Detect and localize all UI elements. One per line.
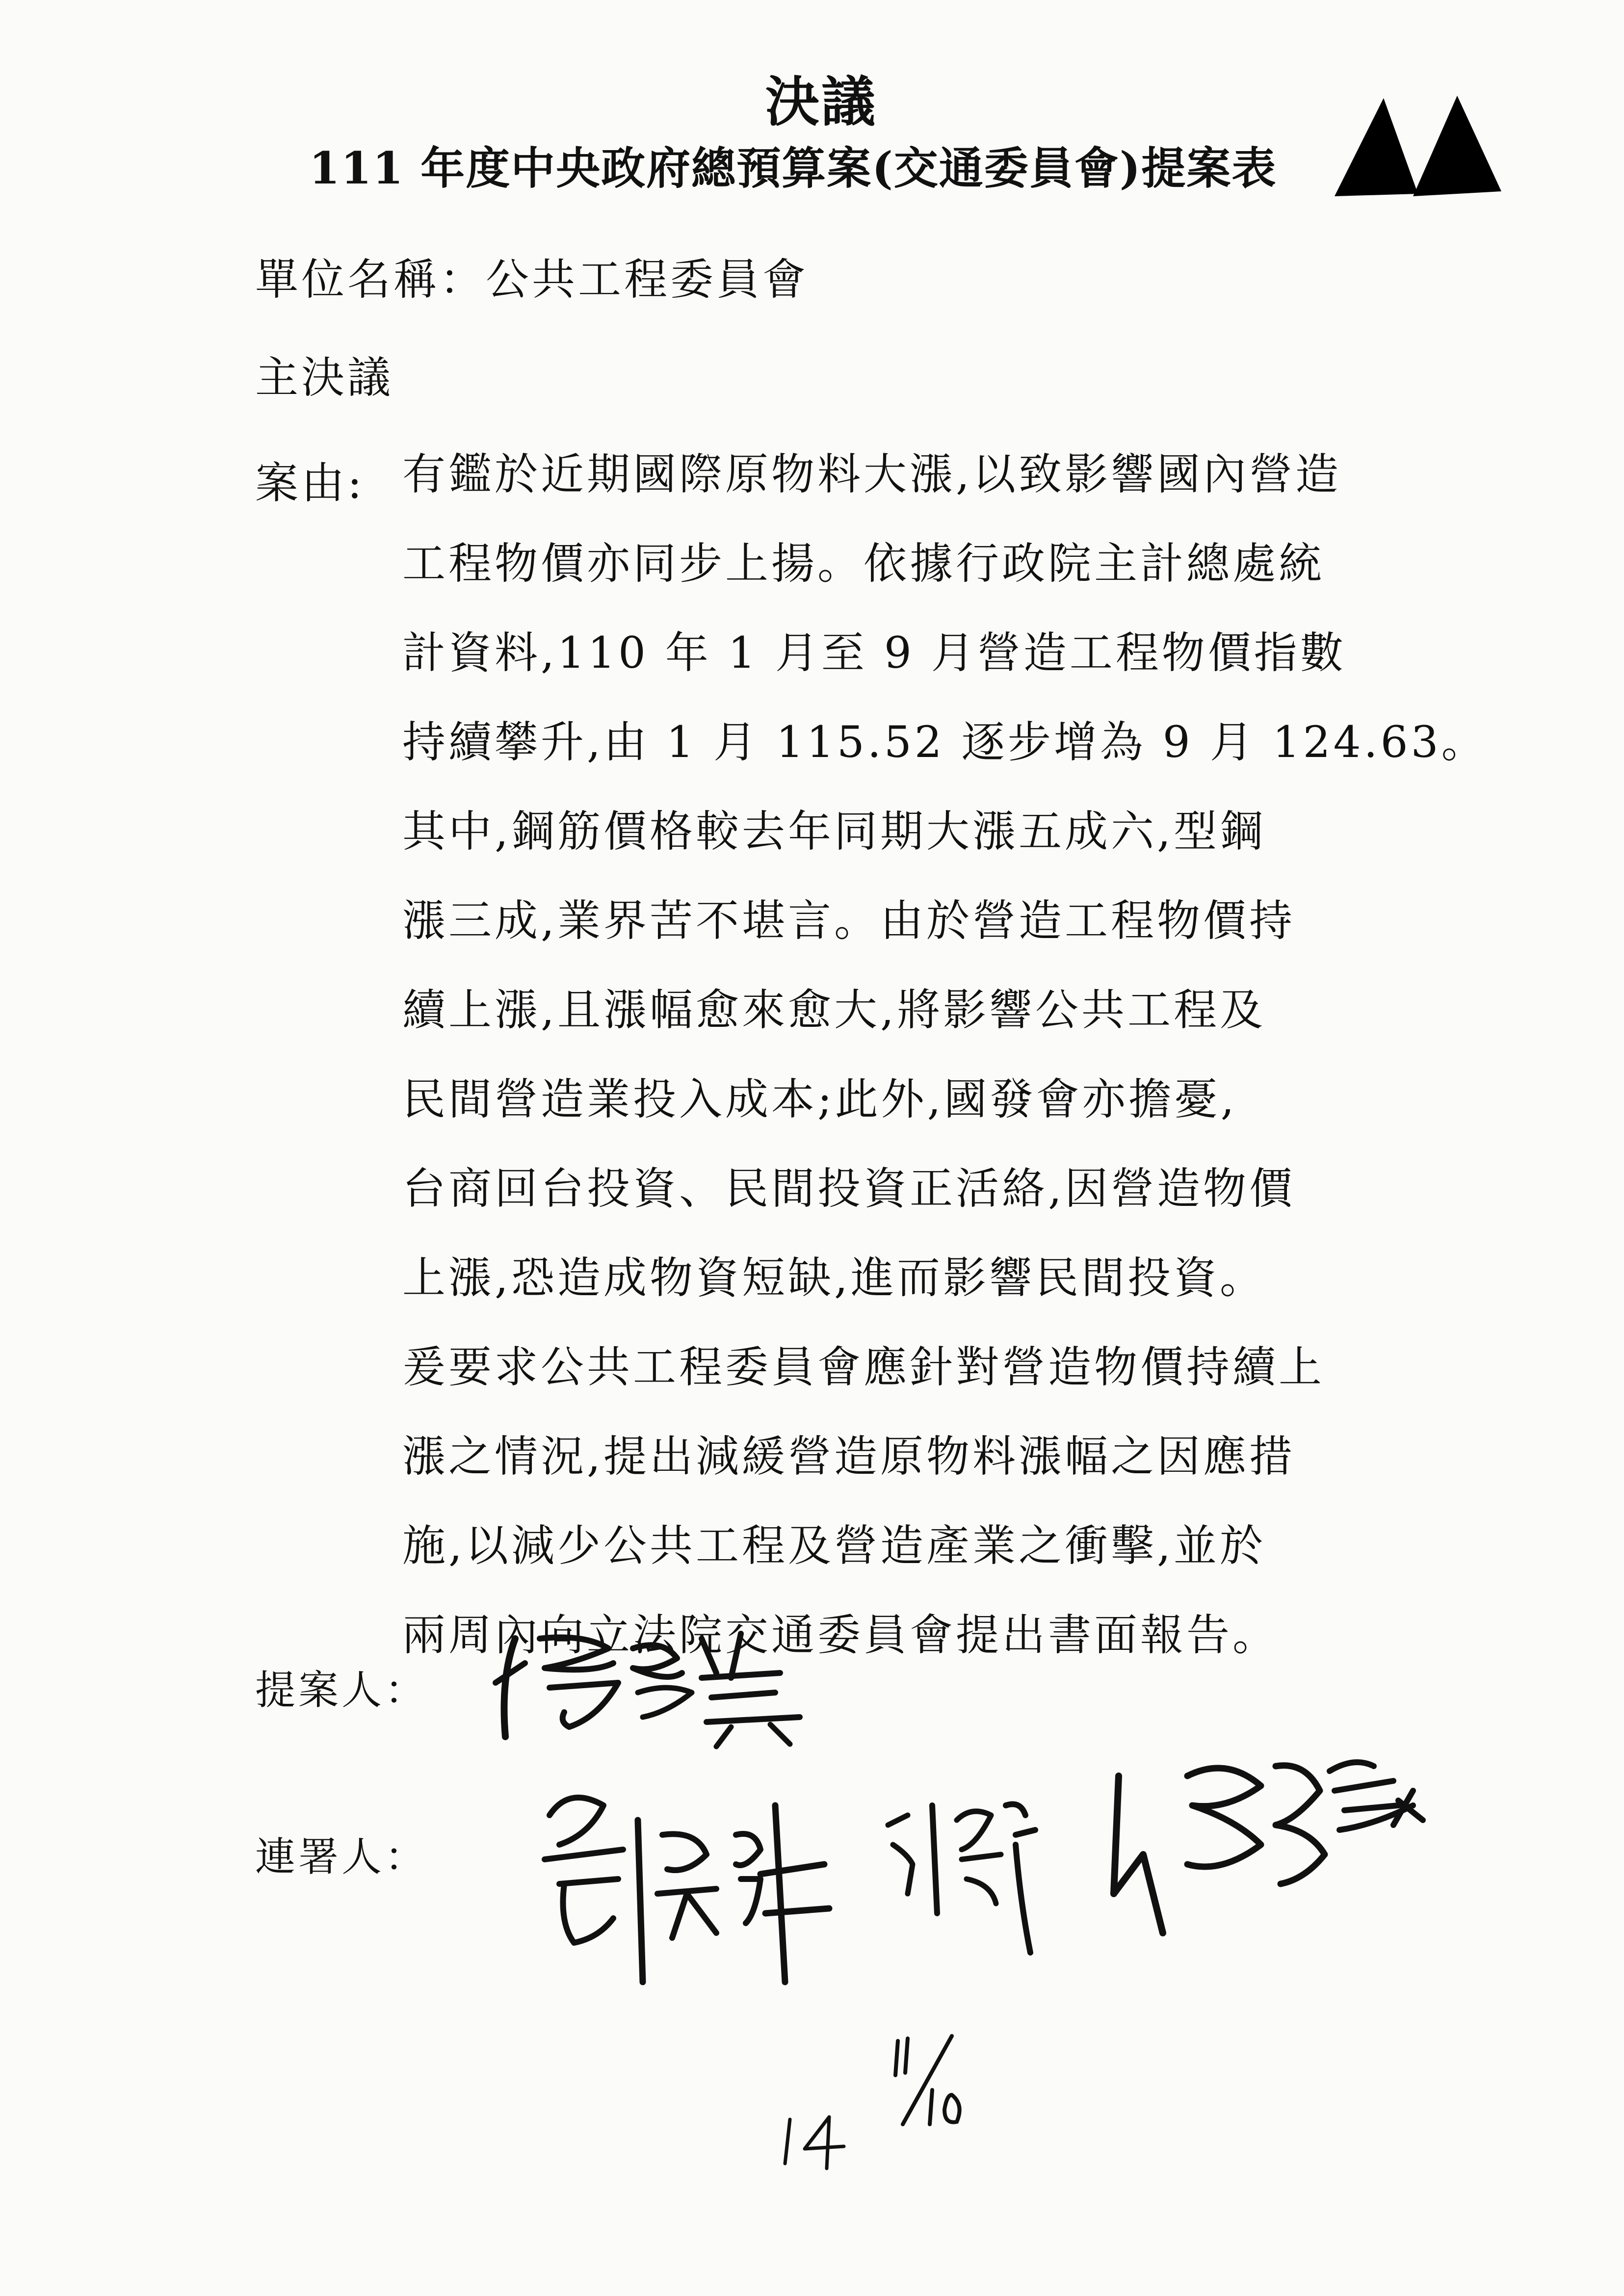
reason-line: 施,以減少公共工程及營造產業之衝擊,並於 — [402, 1520, 1266, 1571]
proposer-label: 提案人： — [255, 1667, 428, 1714]
reason-label: 案由: — [255, 458, 365, 508]
reason-line: 工程物價亦同步上揚。依據行政院主計總處統 — [402, 538, 1325, 589]
reason-line: 持續攀升,由 1 月 115.52 逐步增為 9 月 124.63。 — [402, 717, 1488, 767]
unit-line — [255, 245, 809, 307]
cosigner-signature — [1099, 1747, 1433, 1953]
reason-line: 民間營造業投入成本;此外,國發會亦擔憂, — [402, 1074, 1237, 1124]
resolution-stamp: 決議 — [765, 70, 877, 133]
unit-label: 單位名稱： — [255, 254, 486, 305]
cosigner-label: 連署人： — [255, 1834, 428, 1880]
proposer-signature — [486, 1619, 819, 1751]
cosigner-signature — [878, 1786, 1065, 1972]
reason-line: 其中,鋼筋價格較去年同期大漲五成六,型鋼 — [402, 806, 1266, 857]
reason-line: 續上漲,且漲幅愈來愈大,將影響公共工程及 — [402, 985, 1266, 1035]
document-title: 111 年度中央政府總預算案(交通委員會)提案表 — [309, 142, 1277, 194]
handwritten-date — [878, 2031, 976, 2129]
reason-line: 兩周內向立法院交通委員會提出書面報告。 — [402, 1610, 1279, 1660]
reason-line: 漲三成,業界苦不堪言。由於營造工程物價持 — [402, 895, 1295, 946]
cosigner-signature — [530, 1776, 844, 2011]
reason-line: 有鑑於近期國際原物料大漲,以致影響國內營造 — [402, 449, 1341, 499]
unit-name: 公共工程委員會 — [486, 254, 809, 305]
reason-line: 漲之情況,提出減緩營造原物料漲幅之因應措 — [402, 1431, 1295, 1482]
reason-body — [402, 449, 1488, 1699]
reason-line: 上漲,恐造成物資短缺,進而影響民間投資。 — [402, 1252, 1266, 1303]
reason-line: 計資料,110 年 1 月至 9 月營造工程物價指數 — [402, 627, 1346, 678]
handwritten-page-number — [775, 2110, 854, 2173]
handwritten-proposal-number — [1325, 88, 1511, 255]
reason-line: 台商回台投資、民間投資正活絡,因營造物價 — [402, 1163, 1295, 1214]
decision-type: 主決議 — [255, 352, 394, 403]
reason-line: 爰要求公共工程委員會應針對營造物價持續上 — [402, 1342, 1325, 1392]
